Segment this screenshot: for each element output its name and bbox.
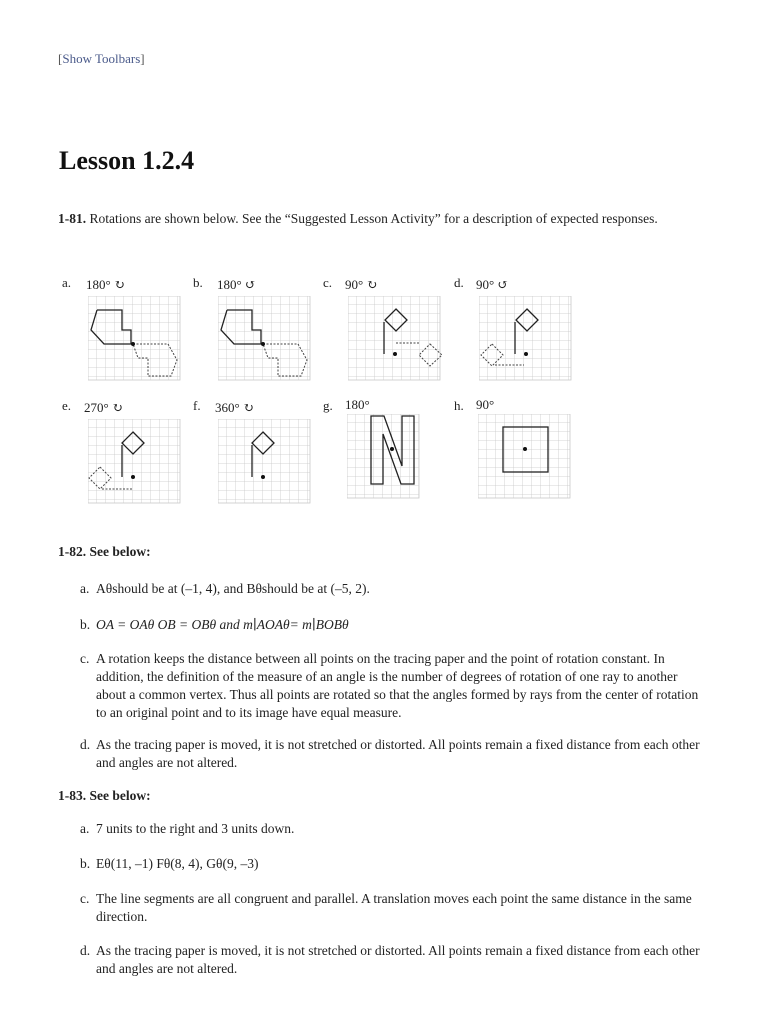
problem-1-83-heading: 1-83. See below: bbox=[58, 788, 151, 803]
grid-e bbox=[88, 419, 182, 505]
item-marker: d. bbox=[80, 943, 91, 958]
grid-a bbox=[88, 296, 182, 382]
grid-h bbox=[478, 414, 572, 500]
answer-1-82-a bbox=[80, 580, 710, 598]
figure-letter: c. bbox=[323, 275, 333, 290]
figure-letter: d. bbox=[454, 275, 464, 290]
page-title: Lesson 1.2.4 bbox=[59, 146, 195, 175]
problem-number: 1-81. bbox=[58, 211, 87, 226]
figure-letter: b. bbox=[193, 275, 203, 290]
figure-angle: 360° ↻ bbox=[215, 400, 254, 415]
problem-text: Rotations are shown below. See the “Suggested Lesson Activity” for a description of expected responses. bbox=[86, 211, 658, 226]
figure-letter: f. bbox=[193, 398, 201, 413]
item-text: 7 units to the right and 3 units down. bbox=[96, 821, 295, 836]
answer-1-82-c bbox=[80, 650, 710, 722]
show-toolbars-link[interactable]: Show Toolbars bbox=[62, 51, 141, 66]
problem-1-81 bbox=[58, 210, 708, 228]
item-text: Aθshould be at (–1, 4), and Bθshould be at (–5, 2). bbox=[96, 581, 370, 596]
item-marker: c. bbox=[80, 651, 90, 666]
item-marker: c. bbox=[80, 891, 90, 906]
answer-1-83-c bbox=[80, 890, 710, 926]
grid-f bbox=[218, 419, 312, 505]
item-text: Eθ(11, –1) Fθ(8, 4), Gθ(9, –3) bbox=[96, 856, 259, 871]
figure-angle: 180° bbox=[345, 397, 370, 412]
figure-letter: a. bbox=[62, 275, 72, 290]
figure-angle: 270° ↻ bbox=[84, 400, 123, 415]
bracket-close: ] bbox=[140, 51, 145, 66]
item-text: A rotation keeps the distance between all points on the tracing paper and the point of rotation constant. In addition, the definition of the measure of an angle is the number of degrees of rotation of one ray to another about a common vertex. Thus all points are rotated so that the angles formed by rays from the center of rotation to an original point and to its image have equal measure. bbox=[96, 651, 699, 720]
item-text: OA = OAθ OB = OBθ and m∣AOAθ= m∣BOBθ bbox=[96, 617, 349, 632]
grid-d bbox=[479, 296, 573, 382]
answer-1-83-a bbox=[80, 820, 710, 838]
item-marker: d. bbox=[80, 737, 91, 752]
item-text: As the tracing paper is moved, it is not stretched or distorted. All points remain a fixed distance from each other and angles are not altered. bbox=[96, 737, 700, 770]
figure-angle: 180° ↺ bbox=[217, 277, 256, 292]
item-text: As the tracing paper is moved, it is not stretched or distorted. All points remain a fixed distance from each other and angles are not altered. bbox=[96, 943, 700, 976]
item-marker: a. bbox=[80, 821, 90, 836]
grid-c bbox=[348, 296, 442, 382]
figure-angle: 180° ↻ bbox=[86, 277, 125, 292]
problem-1-82-heading: 1-82. See below: bbox=[58, 544, 151, 559]
figure-letter: g. bbox=[323, 398, 333, 413]
figure-angle: 90° ↺ bbox=[476, 277, 509, 292]
grid-g bbox=[347, 414, 421, 500]
answer-1-82-b bbox=[80, 616, 710, 634]
bracket-open: [ bbox=[58, 51, 63, 66]
answer-1-83-b bbox=[80, 855, 710, 873]
answer-1-82-d bbox=[80, 736, 710, 772]
item-text: The line segments are all congruent and parallel. A translation moves each point the same distance in the same direction. bbox=[96, 891, 692, 924]
show-toolbars-link-wrapper bbox=[58, 51, 145, 67]
figure-angle: 90° ↻ bbox=[345, 277, 378, 292]
item-marker: b. bbox=[80, 617, 91, 632]
figure-angle: 90° bbox=[476, 397, 495, 412]
figure-letter: e. bbox=[62, 398, 72, 413]
item-marker: a. bbox=[80, 581, 90, 596]
figure-letter: h. bbox=[454, 398, 464, 413]
answer-1-83-d bbox=[80, 942, 710, 978]
grid-b bbox=[218, 296, 312, 382]
item-marker: b. bbox=[80, 856, 91, 871]
